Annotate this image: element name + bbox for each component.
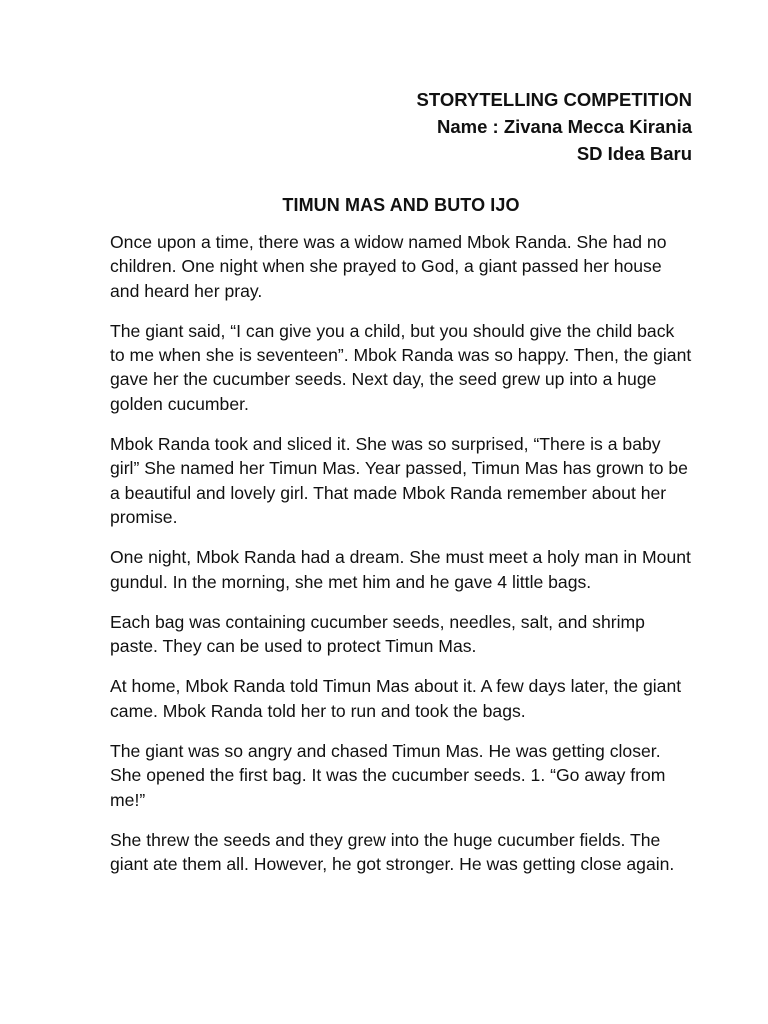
school-name: SD Idea Baru — [576, 143, 692, 164]
paragraph: Mbok Randa took and sliced it. She was so surprised, “There is a baby girl” She named her Timun Mas. Year passed, Timun Mas has grown to be a beautiful and lovely girl. That made Mbok Randa remember about her promise. — [110, 434, 688, 527]
paragraph: At home, Mbok Randa told Timun Mas about it. A few days later, the giant came. Mbok Randa told her to run and took the bags. — [110, 676, 682, 721]
author-name: Name : Zivana Mecca Kirania — [437, 116, 692, 137]
paragraph: Each bag was containing cucumber seeds, needles, salt, and shrimp paste. They can be used to protect Timun Mas. — [110, 611, 645, 657]
paragraph: Once upon a time, there was a widow named Mbok Randa. She had no children. One night when she prayed to God, a giant passed her house and heard her pray. — [110, 232, 667, 301]
header-block — [110, 86, 692, 167]
paragraph: One night, Mbok Randa had a dream. She must meet a holy man in Mount gundul. In the morning, she met him and he gave 4 little bags. — [110, 547, 691, 592]
paragraph: The giant was so angry and chased Timun Mas. He was getting closer. She opened the first bag. It was the cucumber seeds. 1. “Go away from me!” — [110, 741, 666, 810]
competition-heading: STORYTELLING COMPETITION — [416, 89, 692, 110]
story-title: TIMUN MAS AND BUTO IJO — [282, 195, 520, 215]
story-body — [110, 230, 692, 877]
paragraph: The giant said, “I can give you a child, but you should give the child back to me when she is seventeen”. Mbok Randa was so happy. Then, the giant gave her the cucumber seeds. Next day, the seed grew up into a huge golden cucumber. — [110, 320, 692, 414]
paragraph: She threw the seeds and they grew into the huge cucumber fields. The giant ate them all. However, he got stronger. He was getting close again. — [110, 829, 675, 875]
